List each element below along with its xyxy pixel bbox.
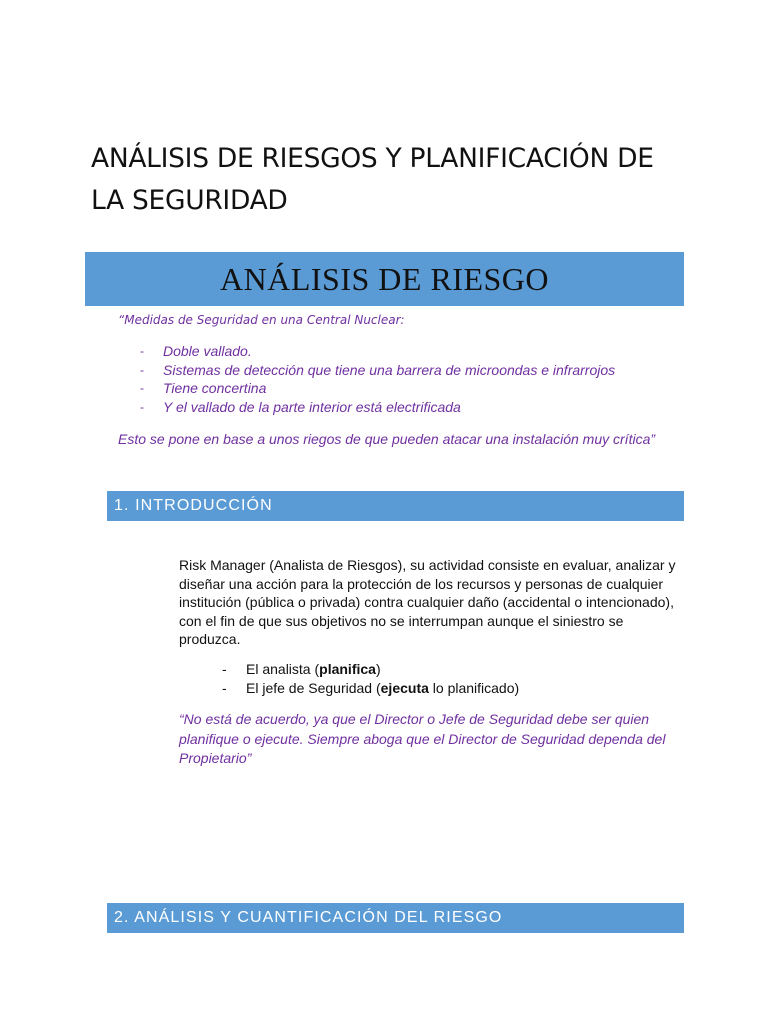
- section-heading-text: 2. ANÁLISIS Y CUANTIFICACIÓN DEL RIESGO: [114, 909, 503, 926]
- list-item-text: Tiene concertina: [163, 380, 267, 396]
- measures-list: [140, 342, 615, 416]
- section-heading-text: 1. INTRODUCCIÓN: [114, 497, 273, 514]
- document-title: [91, 138, 711, 222]
- role-verb: planifica: [319, 661, 376, 677]
- role-text: lo planificado): [428, 680, 520, 696]
- role-text: El jefe de Seguridad (: [246, 680, 381, 696]
- intro-paragraph: Risk Manager (Analista de Riesgos), su actividad consiste en evaluar, analizar y diseñar una acción para la protección de los recursos y personas de cualquier institución (pública o privada) contra cualquier daño (accidental o intencionado), con el fin de que sus objetivos no se interrumpan aunque el siniestro se produzca.: [179, 557, 676, 647]
- role-text: El analista (: [246, 661, 320, 677]
- banner-title: ANÁLISIS DE RIESGO: [220, 261, 549, 297]
- list-dash: -: [140, 381, 144, 395]
- measures-intro: “Medidas de Seguridad en una Central Nuclear:: [118, 313, 405, 327]
- section-heading-introduccion: [107, 491, 684, 521]
- opinion-quote: “No está de acuerdo, ya que el Director o Jefe de Seguridad debe ser quien planifique o ejecute. Siempre aboga que el Director de Seguridad dependa del Propietario”: [179, 711, 666, 766]
- list-item: [140, 379, 615, 398]
- list-item-text: Doble vallado.: [163, 343, 252, 359]
- list-dash: -: [222, 680, 227, 696]
- list-item-text: Y el vallado de la parte interior está electrificada: [163, 398, 461, 415]
- document-title-line2: LA SEGURIDAD: [91, 185, 288, 216]
- roles-list: [222, 660, 519, 698]
- list-item: [140, 398, 615, 417]
- section-banner: [85, 252, 684, 306]
- role-verb: ejecuta: [380, 680, 429, 696]
- list-dash: -: [222, 661, 227, 677]
- list-dash: -: [140, 399, 144, 414]
- document-title-line1: ANÁLISIS DE RIESGOS Y PLANIFICACIÓN DE: [91, 143, 654, 174]
- measures-conclusion: Esto se pone en base a unos riegos de que pueden atacar una instalación muy crítica”: [118, 431, 656, 447]
- list-item: [140, 361, 615, 380]
- list-dash: -: [140, 362, 144, 377]
- list-dash: -: [140, 344, 144, 358]
- list-item: [222, 660, 519, 679]
- section-heading-analisis-cuantificacion: [107, 903, 684, 933]
- list-item: [140, 342, 615, 361]
- role-text: ): [375, 661, 381, 677]
- list-item-text: Sistemas de detección que tiene una barrera de microondas e infrarrojos: [163, 361, 616, 378]
- list-item: [222, 679, 519, 698]
